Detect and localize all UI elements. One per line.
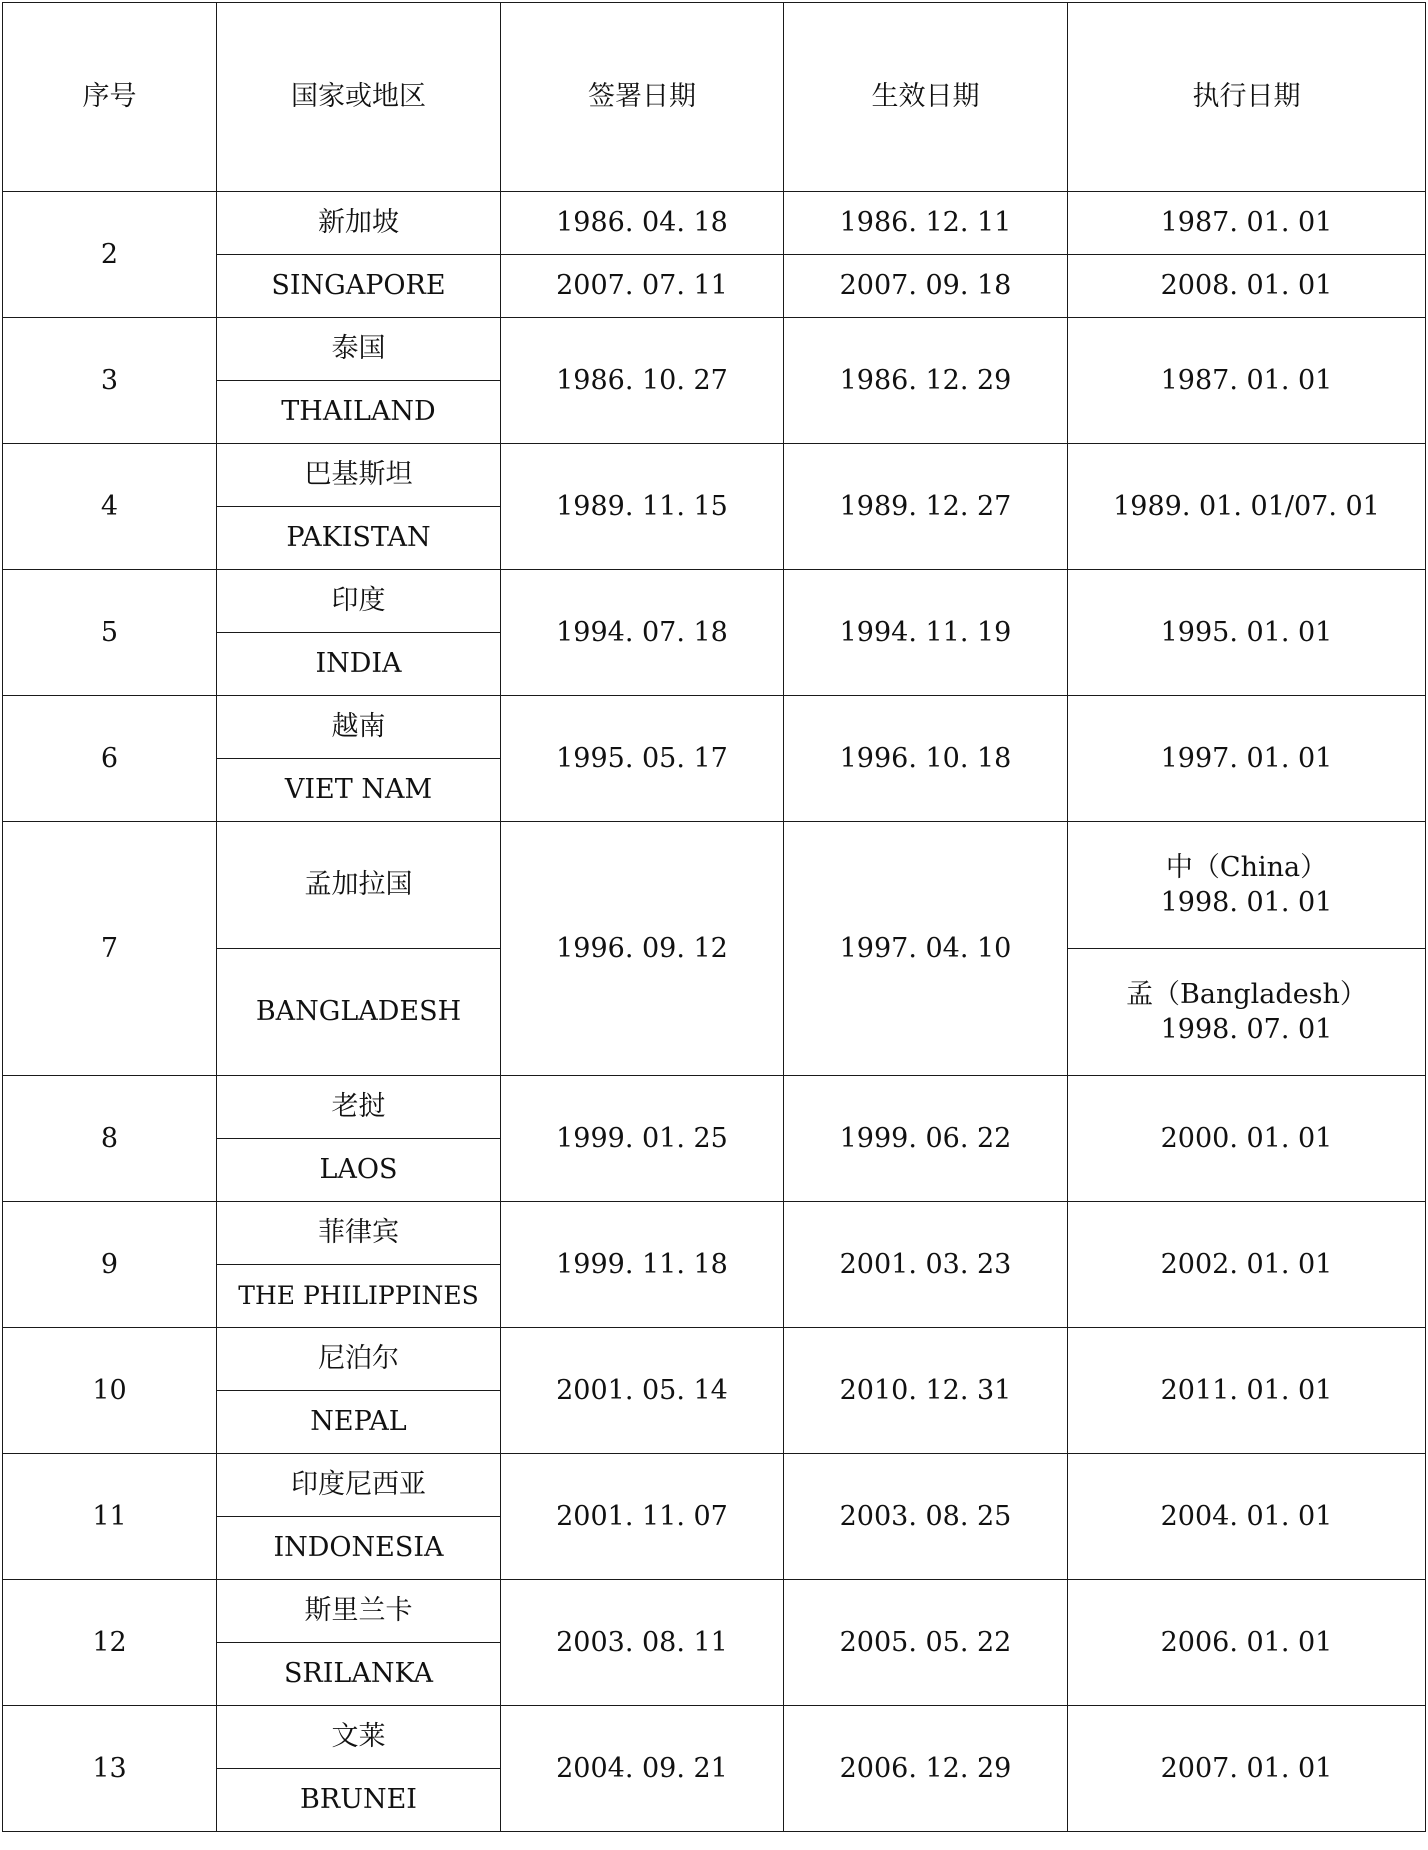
cell-country-en: LAOS [217, 1139, 501, 1202]
cell-effective-date: 1994. 11. 19 [784, 570, 1068, 696]
cell-country-en: THAILAND [217, 381, 501, 444]
table-row [3, 255, 1426, 318]
cell-execution-date: 1995. 01. 01 [1068, 570, 1426, 696]
cell-seq: 4 [3, 444, 217, 570]
cell-signed-date: 1999. 01. 25 [501, 1076, 784, 1202]
table-row [3, 318, 1426, 381]
cell-execution-date: 1989. 01. 01/07. 01 [1068, 444, 1426, 570]
cell-seq: 3 [3, 318, 217, 444]
cell-country-en: PAKISTAN [217, 507, 501, 570]
cell-signed-date: 2001. 05. 14 [501, 1328, 784, 1454]
header-signed-date: 签署日期 [501, 3, 784, 192]
cell-seq: 5 [3, 570, 217, 696]
cell-signed-date: 2004. 09. 21 [501, 1706, 784, 1832]
cell-signed-date: 2001. 11. 07 [501, 1454, 784, 1580]
cell-country-en: NEPAL [217, 1391, 501, 1454]
cell-country-en: SINGAPORE [217, 255, 501, 318]
header-seq: 序号 [3, 3, 217, 192]
cell-seq: 7 [3, 822, 217, 1076]
cell-country-cn: 文莱 [217, 1706, 501, 1769]
cell-seq: 12 [3, 1580, 217, 1706]
cell-country-cn: 越南 [217, 696, 501, 759]
cell-seq: 10 [3, 1328, 217, 1454]
cell-execution-date: 1997. 01. 01 [1068, 696, 1426, 822]
cell-country-cn: 印度 [217, 570, 501, 633]
cell-country-cn: 老挝 [217, 1076, 501, 1139]
table-row [3, 444, 1426, 507]
cell-seq: 2 [3, 192, 217, 318]
cell-country-en: THE PHILIPPINES [217, 1265, 501, 1328]
cell-effective-date: 2003. 08. 25 [784, 1454, 1068, 1580]
table-row [3, 1706, 1426, 1769]
cell-country-cn: 尼泊尔 [217, 1328, 501, 1391]
cell-country-cn: 泰国 [217, 318, 501, 381]
cell-country-cn: 巴基斯坦 [217, 444, 501, 507]
table-row [3, 1454, 1426, 1517]
cell-signed-date: 1989. 11. 15 [501, 444, 784, 570]
cell-execution-date: 2008. 01. 01 [1068, 255, 1426, 318]
cell-execution-date: 1987. 01. 01 [1068, 318, 1426, 444]
header-country: 国家或地区 [217, 3, 501, 192]
cell-signed-date: 2007. 07. 11 [501, 255, 784, 318]
cell-effective-date: 1986. 12. 29 [784, 318, 1068, 444]
cell-effective-date: 1997. 04. 10 [784, 822, 1068, 1076]
header-execution-date: 执行日期 [1068, 3, 1426, 192]
cell-seq: 9 [3, 1202, 217, 1328]
cell-seq: 13 [3, 1706, 217, 1832]
cell-execution-date: 1987. 01. 01 [1068, 192, 1426, 255]
cell-effective-date: 2007. 09. 18 [784, 255, 1068, 318]
cell-signed-date: 2003. 08. 11 [501, 1580, 784, 1706]
cell-seq: 11 [3, 1454, 217, 1580]
execution-party-date: 1998. 01. 01 [1160, 887, 1333, 918]
cell-execution-date: 2000. 01. 01 [1068, 1076, 1426, 1202]
cell-country-cn: 斯里兰卡 [217, 1580, 501, 1643]
cell-country-en: SRILANKA [217, 1643, 501, 1706]
table-row [3, 1328, 1426, 1391]
cell-execution-date: 2002. 01. 01 [1068, 1202, 1426, 1328]
cell-signed-date: 1995. 05. 17 [501, 696, 784, 822]
cell-effective-date: 2001. 03. 23 [784, 1202, 1068, 1328]
cell-country-cn: 菲律宾 [217, 1202, 501, 1265]
cell-effective-date: 2010. 12. 31 [784, 1328, 1068, 1454]
cell-seq: 6 [3, 696, 217, 822]
execution-party-label: 中（China） [1165, 851, 1328, 883]
table-row [3, 1076, 1426, 1139]
cell-country-cn: 新加坡 [217, 192, 501, 255]
cell-signed-date: 1996. 09. 12 [501, 822, 784, 1076]
cell-country-en: BANGLADESH [217, 949, 501, 1076]
cell-country-en: INDONESIA [217, 1517, 501, 1580]
table-row [3, 570, 1426, 633]
cell-country-en: INDIA [217, 633, 501, 696]
header-effective-date: 生效日期 [784, 3, 1068, 192]
cell-execution-date: 2007. 01. 01 [1068, 1706, 1426, 1832]
cell-effective-date: 1996. 10. 18 [784, 696, 1068, 822]
cell-signed-date: 1994. 07. 18 [501, 570, 784, 696]
cell-effective-date: 1989. 12. 27 [784, 444, 1068, 570]
cell-country-en: BRUNEI [217, 1769, 501, 1832]
cell-signed-date: 1986. 04. 18 [501, 192, 784, 255]
cell-country-en: VIET NAM [217, 759, 501, 822]
cell-effective-date: 2006. 12. 29 [784, 1706, 1068, 1832]
table-row [3, 822, 1426, 949]
cell-signed-date: 1999. 11. 18 [501, 1202, 784, 1328]
cell-execution-date: 2011. 01. 01 [1068, 1328, 1426, 1454]
cell-signed-date: 1986. 10. 27 [501, 318, 784, 444]
cell-execution-date [1068, 822, 1426, 949]
execution-party-label: 孟（Bangladesh） [1126, 978, 1367, 1010]
treaty-table [2, 2, 1426, 1832]
cell-country-cn: 印度尼西亚 [217, 1454, 501, 1517]
table-header-row [3, 3, 1426, 192]
table-row [3, 1202, 1426, 1265]
cell-execution-date: 2006. 01. 01 [1068, 1580, 1426, 1706]
cell-country-cn: 孟加拉国 [217, 822, 501, 949]
table-row [3, 1580, 1426, 1643]
table-row [3, 696, 1426, 759]
cell-execution-date: 2004. 01. 01 [1068, 1454, 1426, 1580]
cell-effective-date: 1999. 06. 22 [784, 1076, 1068, 1202]
execution-party-date: 1998. 07. 01 [1160, 1014, 1333, 1045]
cell-execution-date [1068, 949, 1426, 1076]
table-row [3, 192, 1426, 255]
cell-effective-date: 2005. 05. 22 [784, 1580, 1068, 1706]
cell-seq: 8 [3, 1076, 217, 1202]
cell-effective-date: 1986. 12. 11 [784, 192, 1068, 255]
